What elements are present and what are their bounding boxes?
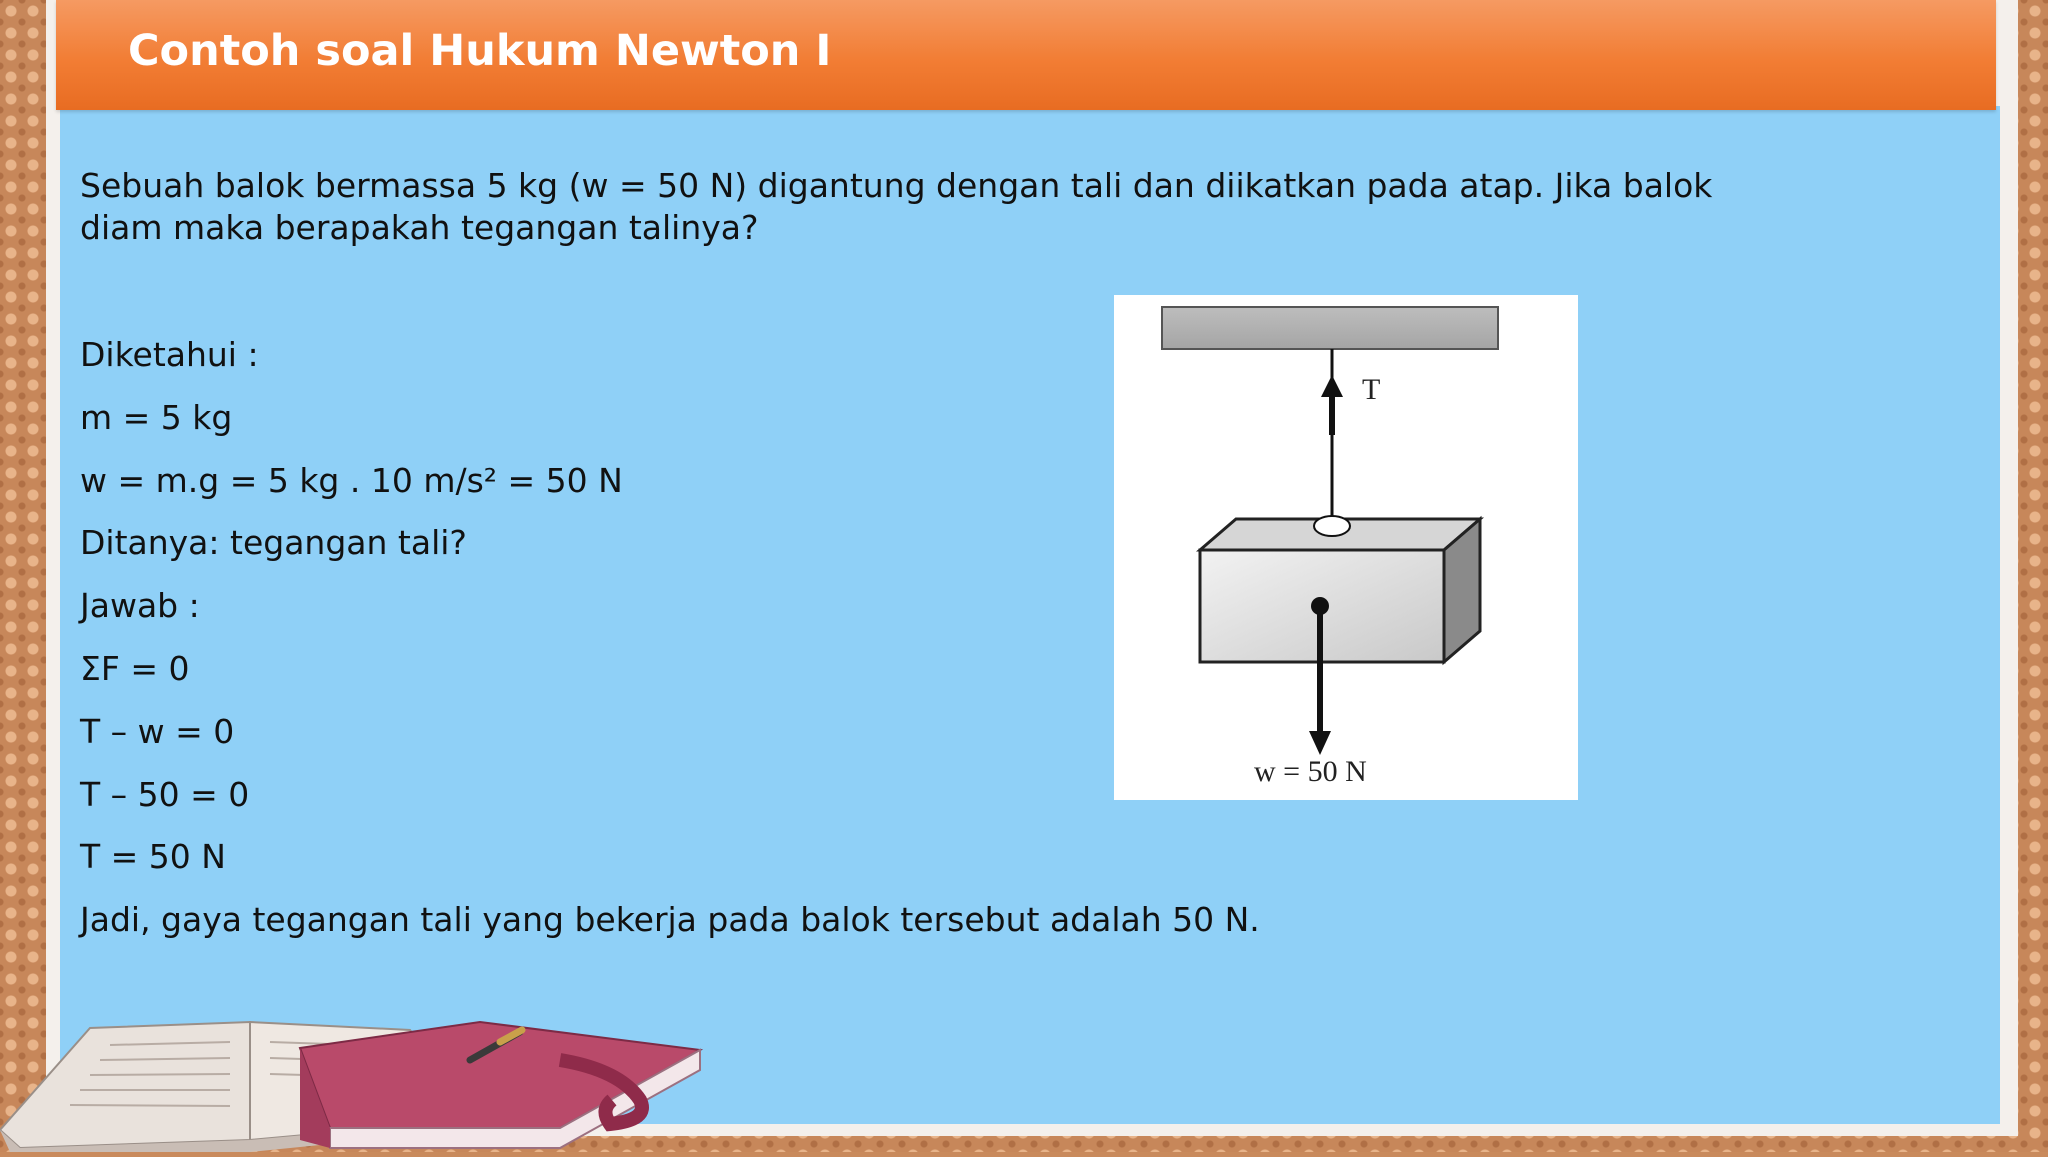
solution-line: w = m.g = 5 kg . 10 m/s² = 50 N <box>80 461 623 500</box>
books-illustration <box>0 1000 720 1152</box>
slide-title: Contoh soal Hukum Newton I <box>128 26 832 76</box>
solution-line: Diketahui : <box>80 335 259 374</box>
solution-line: T – w = 0 <box>80 712 235 751</box>
title-bar <box>56 0 1996 110</box>
books-decoration <box>0 1000 720 1157</box>
solution-line: Jawab : <box>80 586 200 625</box>
solution-line: Ditanya: tegangan tali? <box>80 523 467 562</box>
weight-arrowhead <box>1309 731 1331 755</box>
question-text: Sebuah balok bermassa 5 kg (w = 50 N) digantung dengan tali dan diikatkan pada atap. Jika balok diam maka berapakah tegangan talinya? <box>80 166 1713 247</box>
conclusion-text: Jadi, gaya tegangan tali yang bekerja pada balok tersebut adalah 50 N. <box>80 900 1260 939</box>
hanging-block-figure <box>1114 295 1578 800</box>
hanging-block-diagram <box>1114 295 1578 800</box>
tension-arrowhead <box>1321 375 1343 397</box>
solution-line: m = 5 kg <box>80 398 233 437</box>
tension-label: T <box>1362 373 1381 406</box>
rope-knot <box>1314 516 1350 536</box>
solution-line: T = 50 N <box>80 837 226 876</box>
ceiling <box>1162 307 1498 349</box>
solution-line: T – 50 = 0 <box>80 775 250 814</box>
weight-label: w = 50 N <box>1254 755 1367 788</box>
slide-content-area <box>60 106 2000 1124</box>
solution-line: ΣF = 0 <box>80 649 190 688</box>
